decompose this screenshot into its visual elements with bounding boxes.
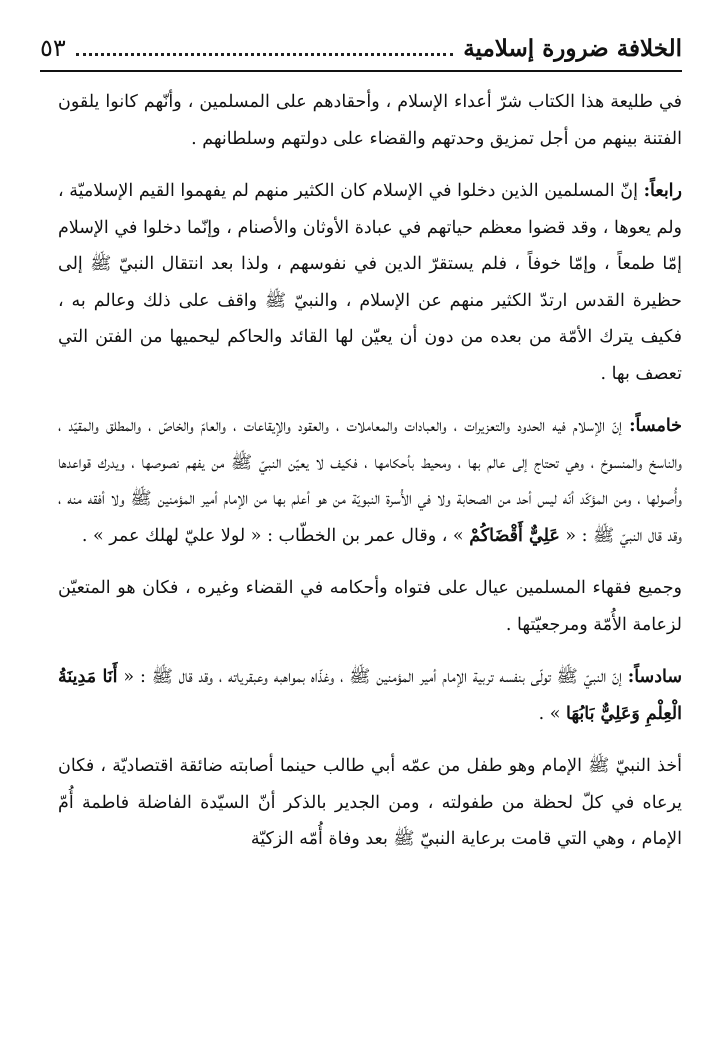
paragraph-text: إنّ الإسلام فيه الحدود والتعزيرات ، والعبادات والمعاملات ، والعقود والإيقاعات ، والعامّ والخاصّ ، والمطلق والمقيّد ، والناسخ والمنسوخ ، وهي تحتاج إلى عالم بها ، ومحيط بأحكامها ، فكيف لا يعيّن النبيّ ﷺ من يفهم نصوصها ، ويدرك قواعدها وأُصولها ، ومن المؤكّد أنّه ليس أحد من الصحابة ولا في الأُسرة النبويّة من هو أعلم بها من الإمام أمير المؤمنين ﷺ ولا أفقه منه ، وقد قال النبيّ ﷺ : « <box>58 416 682 546</box>
paragraph <box>58 659 682 732</box>
paragraph <box>58 748 682 858</box>
paragraph-lead: خامساً: <box>629 416 682 436</box>
paragraph <box>58 84 682 157</box>
page-number: ٥٣ <box>40 34 66 62</box>
page-header <box>40 30 682 66</box>
paragraph-lead: سادساً: <box>627 667 682 687</box>
paragraph-text: أخذ النبيّ ﷺ الإمام وهو طفل من عمّه أبي طالب حينما أصابته ضائقة اقتصاديّة ، فكان يرعاه في كلّ لحظة من طفولته ، ومن الجدير بالذكر أنّ السيّدة الفاضلة فاطمة أُمّ الإمام ، وهي التي قامت برعاية النبيّ ﷺ بعد وفاة أُمّه الزكيّة <box>58 756 682 849</box>
hadith-quote: أَنَا مَدِينَةُ الْعِلْمِ وَعَلِيٌّ بَابُهَا <box>58 667 682 724</box>
page-body <box>58 84 682 874</box>
dot-leader <box>76 53 453 56</box>
paragraph <box>58 173 682 392</box>
paragraph-tail: » . <box>538 703 566 724</box>
paragraph-text: وجميع فقهاء المسلمين عيال على فتواه وأحكامه في القضاء وغيره ، فكان هو المتعيّن لزعامة الأُمّة ومرجعيّتها . <box>58 578 682 635</box>
paragraph-lead: رابعاً: <box>643 181 682 201</box>
hadith-quote: عَلِيٌّ أَقْضَاكُمْ <box>469 525 560 546</box>
paragraph <box>58 570 682 643</box>
paragraph <box>58 408 682 554</box>
paragraph-text: إنّ المسلمين الذين دخلوا في الإسلام كان الكثير منهم لم يفهموا القيم الإسلاميّة ، ولم يعوها ، وقد قضوا معظم حياتهم في عبادة الأوثان والأصنام ، وإنّما دخلوا في الإسلام إمّا طمعاً ، وإمّا خوفاً ، فلم يستقرّ الدين في نفوسهم ، ولذا بعد انتقال النبيّ ﷺ إلى حظيرة القدس ارتدّ الكثير منهم عن الإسلام ، والنبيّ ﷺ واقف على ذلك وعالم به ، فكيف يترك الأمّة من بعده من دون أن يعيّن لها القائد والحاكم ليحميها من الفتن التي تعصف بها . <box>58 181 682 384</box>
paragraph-tail: » ، وقال عمر بن الخطّاب : « لولا عليّ لهلك عمر » . <box>81 525 470 546</box>
paragraph-text: إنّ النبيّ ﷺ تولّى بنفسه تربية الإمام أمير المؤمنين ﷺ ، وغذّاه بمواهبه وعبقرياته ، وقد قال ﷺ : « <box>117 667 628 687</box>
running-title: الخلافة ضرورة إسلامية <box>463 34 682 62</box>
paragraph-text: في طليعة هذا الكتاب شرّ أعداء الإسلام ، وأحقادهم على المسلمين ، وأنّهم كانوا يلقون الفتنة بينهم من أجل تمزيق وحدتهم والقضاء على دولتهم وسلطانهم . <box>58 92 682 149</box>
header-rule <box>40 70 682 72</box>
